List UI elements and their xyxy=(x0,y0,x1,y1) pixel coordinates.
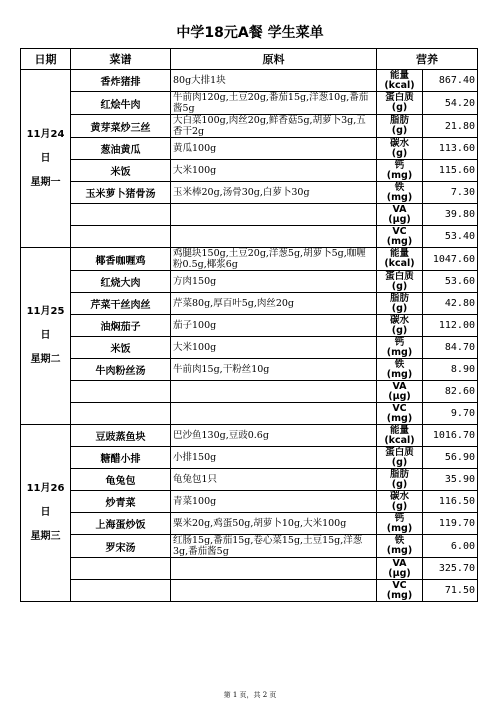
nutrient-label: 能量 (kcal) xyxy=(377,425,423,447)
day-cell xyxy=(21,248,71,425)
nutrient-label: 蛋白质 (g) xyxy=(377,447,423,469)
nutrient-value: 8.90 xyxy=(423,359,478,381)
dish-ingredients: 80g大排1块 xyxy=(171,70,377,92)
dish-name: 炒青菜 xyxy=(71,491,171,513)
dish-ingredients: 芹菜80g,厚百叶5g,肉丝20g xyxy=(171,293,377,315)
nutrient-label: 脂肪 (g) xyxy=(377,469,423,491)
nutrient-label: 碳水 (g) xyxy=(377,491,423,513)
table-row xyxy=(21,204,478,226)
nutrient-label: 脂肪 (g) xyxy=(377,293,423,315)
table-row xyxy=(21,381,478,403)
nutrient-value: 1047.60 xyxy=(423,248,478,271)
nutrient-label: 蛋白质 (g) xyxy=(377,271,423,293)
dish-ingredients xyxy=(171,403,377,425)
dish-name: 糖醋小排 xyxy=(71,447,171,469)
table-row xyxy=(21,92,478,115)
date-label: 11月25日 xyxy=(26,306,65,341)
table-row xyxy=(21,403,478,425)
page-footer: 第 1 页，共 2 页 xyxy=(223,691,277,699)
dish-ingredients: 牛前肉120g,土豆20g,番茄15g,洋葱10g,番茄酱5g xyxy=(171,92,377,115)
dish-ingredients: 玉米棒20g,汤骨30g,白萝卜30g xyxy=(171,182,377,204)
dish-name: 红烩牛肉 xyxy=(71,92,171,115)
dish-ingredients: 大白菜100g,肉丝20g,鲜香菇5g,胡萝卜3g,五香干2g xyxy=(171,115,377,138)
table-row xyxy=(21,447,478,469)
table-row xyxy=(21,138,478,160)
table-row xyxy=(21,491,478,513)
dish-name: 豆豉蒸鱼块 xyxy=(71,425,171,447)
nutrient-label: VC (mg) xyxy=(377,403,423,425)
nutrient-label: 钙 (mg) xyxy=(377,513,423,535)
dish-name: 黄芽菜炒三丝 xyxy=(71,115,171,138)
header-date: 日期 xyxy=(21,49,71,70)
nutrient-value: 53.60 xyxy=(423,271,478,293)
nutrient-value: 35.90 xyxy=(423,469,478,491)
nutrient-label: 钙 (mg) xyxy=(377,337,423,359)
dish-name: 芹菜干丝肉丝 xyxy=(71,293,171,315)
nutrient-label: VA (μg) xyxy=(377,204,423,226)
table-row xyxy=(21,271,478,293)
nutrient-label: 铁 (mg) xyxy=(377,359,423,381)
menu-body xyxy=(21,70,478,602)
nutrient-label: 蛋白质 (g) xyxy=(377,92,423,115)
dish-name: 玉米萝卜猪骨汤 xyxy=(71,182,171,204)
dish-ingredients xyxy=(171,580,377,602)
table-row xyxy=(21,558,478,580)
dish-ingredients xyxy=(171,204,377,226)
weekday-label: 星期一 xyxy=(30,176,61,188)
nutrient-label: 碳水 (g) xyxy=(377,138,423,160)
dish-ingredients: 粟米20g,鸡蛋50g,胡萝卜10g,大米100g xyxy=(171,513,377,535)
table-row xyxy=(21,337,478,359)
header-dish: 菜谱 xyxy=(71,49,171,70)
dish-name xyxy=(71,558,171,580)
menu-table xyxy=(20,48,478,602)
dish-ingredients xyxy=(171,558,377,580)
nutrient-label: VA (μg) xyxy=(377,558,423,580)
dish-name: 上海蛋炒饭 xyxy=(71,513,171,535)
table-row xyxy=(21,160,478,182)
nutrient-value: 39.80 xyxy=(423,204,478,226)
dish-ingredients: 巴沙鱼130g,豆豉0.6g xyxy=(171,425,377,447)
nutrient-value: 9.70 xyxy=(423,403,478,425)
dish-name: 米饭 xyxy=(71,160,171,182)
nutrient-value: 82.60 xyxy=(423,381,478,403)
dish-name: 罗宋汤 xyxy=(71,535,171,558)
nutrient-label: 铁 (mg) xyxy=(377,182,423,204)
nutrient-value: 115.60 xyxy=(423,160,478,182)
table-row xyxy=(21,315,478,337)
nutrient-label: VC (mg) xyxy=(377,580,423,602)
nutrient-label: VC (mg) xyxy=(377,226,423,248)
dish-name xyxy=(71,580,171,602)
nutrient-label: 脂肪 (g) xyxy=(377,115,423,138)
dish-name: 龟兔包 xyxy=(71,469,171,491)
dish-ingredients: 大米100g xyxy=(171,160,377,182)
nutrient-value: 56.90 xyxy=(423,447,478,469)
dish-ingredients: 龟兔包1只 xyxy=(171,469,377,491)
table-row xyxy=(21,115,478,138)
dish-ingredients xyxy=(171,226,377,248)
page-title: 中学18元A餐 学生菜单 xyxy=(176,25,324,41)
dish-name: 葱油黄瓜 xyxy=(71,138,171,160)
dish-name xyxy=(71,226,171,248)
dish-name: 油焖茄子 xyxy=(71,315,171,337)
dish-name xyxy=(71,381,171,403)
table-row xyxy=(21,293,478,315)
table-row xyxy=(21,182,478,204)
table-row xyxy=(21,469,478,491)
nutrient-label: 铁 (mg) xyxy=(377,535,423,558)
table-row xyxy=(21,513,478,535)
table-row xyxy=(21,359,478,381)
table-row xyxy=(21,70,478,92)
dish-name: 椰香咖喱鸡 xyxy=(71,248,171,271)
dish-ingredients: 青菜100g xyxy=(171,491,377,513)
nutrient-value: 325.70 xyxy=(423,558,478,580)
dish-name xyxy=(71,204,171,226)
nutrient-label: 碳水 (g) xyxy=(377,315,423,337)
nutrient-value: 6.00 xyxy=(423,535,478,558)
dish-name xyxy=(71,403,171,425)
dish-ingredients: 小排150g xyxy=(171,447,377,469)
table-header-row xyxy=(21,49,478,70)
date-label: 11月26日 xyxy=(26,483,65,518)
dish-ingredients: 黄瓜100g xyxy=(171,138,377,160)
dish-ingredients: 红肠15g,番茄15g,卷心菜15g,土豆15g,洋葱3g,番茄酱5g xyxy=(171,535,377,558)
weekday-label: 星期三 xyxy=(30,531,61,542)
table-row xyxy=(21,248,478,271)
nutrient-value: 112.00 xyxy=(423,315,478,337)
dish-ingredients: 大米100g xyxy=(171,337,377,359)
dish-name: 香炸猪排 xyxy=(71,70,171,92)
nutrient-label: 能量 (kcal) xyxy=(377,70,423,92)
dish-ingredients: 鸡腿块150g,土豆20g,洋葱5g,胡萝卜5g,咖喱粉0.5g,椰浆6g xyxy=(171,248,377,271)
dish-name: 牛肉粉丝汤 xyxy=(71,359,171,381)
nutrient-value: 21.80 xyxy=(423,115,478,138)
date-label: 11月24日 xyxy=(26,128,65,164)
nutrient-value: 53.40 xyxy=(423,226,478,248)
nutrient-value: 119.70 xyxy=(423,513,478,535)
table-row xyxy=(21,535,478,558)
table-row xyxy=(21,580,478,602)
header-nutrition: 营养 xyxy=(377,49,478,70)
nutrient-label: VA (μg) xyxy=(377,381,423,403)
table-row xyxy=(21,226,478,248)
nutrient-value: 116.50 xyxy=(423,491,478,513)
dish-ingredients: 方肉150g xyxy=(171,271,377,293)
nutrient-label: 能量 (kcal) xyxy=(377,248,423,271)
header-ingredients: 原料 xyxy=(171,49,377,70)
day-cell xyxy=(21,425,71,602)
dish-ingredients: 牛前肉15g,干粉丝10g xyxy=(171,359,377,381)
dish-name: 红烧大肉 xyxy=(71,271,171,293)
nutrient-value: 84.70 xyxy=(423,337,478,359)
weekday-label: 星期二 xyxy=(30,354,61,365)
nutrient-value: 1016.70 xyxy=(423,425,478,447)
dish-ingredients: 茄子100g xyxy=(171,315,377,337)
nutrient-value: 113.60 xyxy=(423,138,478,160)
nutrient-value: 7.30 xyxy=(423,182,478,204)
day-cell xyxy=(21,70,71,248)
nutrient-value: 71.50 xyxy=(423,580,478,602)
table-row xyxy=(21,425,478,447)
nutrient-value: 42.80 xyxy=(423,293,478,315)
nutrient-value: 54.20 xyxy=(423,92,478,115)
nutrient-label: 钙 (mg) xyxy=(377,160,423,182)
nutrient-value: 867.40 xyxy=(423,70,478,92)
dish-name: 米饭 xyxy=(71,337,171,359)
dish-ingredients xyxy=(171,381,377,403)
